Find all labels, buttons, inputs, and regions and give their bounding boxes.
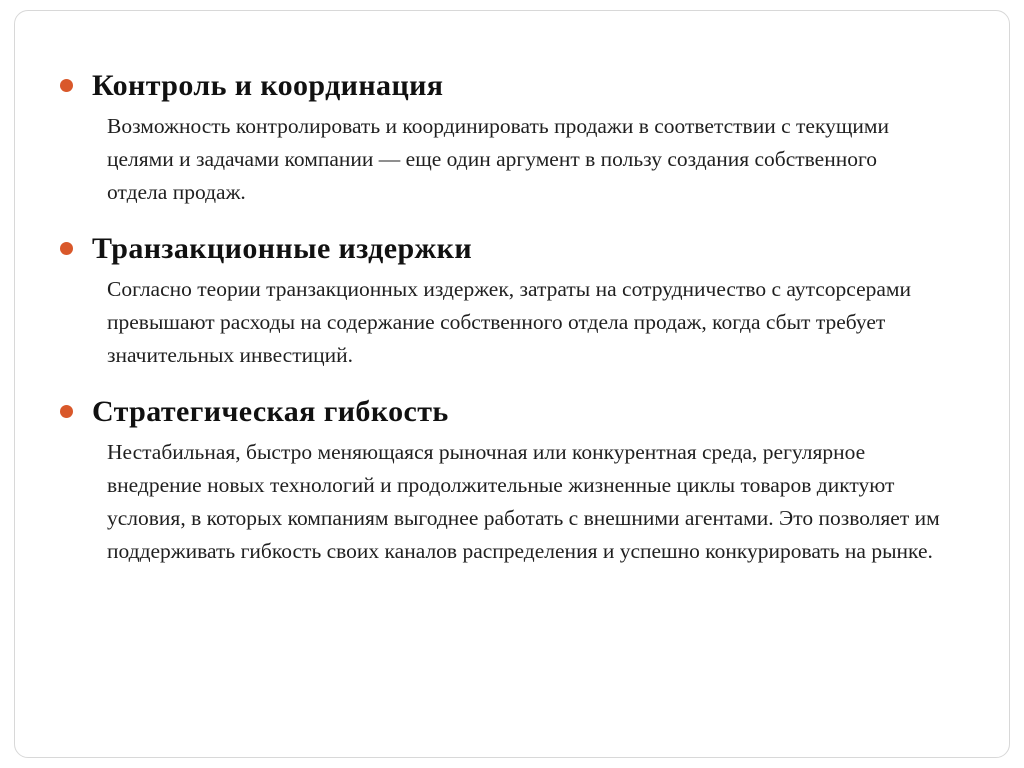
bullet-block-1 bbox=[60, 66, 964, 209]
bullet-body-3: Нестабильная, быстро меняющаяся рыночная или конкурентная среда, регулярное внедрение новых технологий и продолжительные жизненные циклы товаров диктуют условия, в которых компаниям выгоднее работать с внешними агентами. Это позволяет им поддерживать гибкость своих каналов распределения и успешно конкурировать на рынке. bbox=[107, 440, 940, 563]
bullet-dot-icon bbox=[60, 242, 73, 255]
bullet-dot-icon bbox=[60, 79, 73, 92]
slide-content bbox=[60, 66, 964, 574]
bullet-heading-row-1 bbox=[60, 66, 964, 106]
spacer-1 bbox=[60, 215, 964, 229]
bullet-heading-1: Контроль и координация bbox=[92, 69, 444, 102]
bullet-body-1: Возможность контролировать и координировать продажи в соответствии с текущими целями и задачами компании — еще один аргумент в пользу создания собственного отдела продаж. bbox=[107, 114, 890, 204]
bullet-heading-2: Транзакционные издержки bbox=[92, 232, 473, 265]
bullet-heading-row-3 bbox=[60, 392, 964, 432]
bullet-block-2 bbox=[60, 229, 964, 372]
bullet-block-3 bbox=[60, 392, 964, 568]
bullet-heading-row-2 bbox=[60, 229, 964, 269]
bullet-heading-3: Стратегическая гибкость bbox=[92, 395, 449, 428]
spacer-2 bbox=[60, 378, 964, 392]
bullet-body-2: Согласно теории транзакционных издержек, затраты на сотрудничество с аутсорсерами превышают расходы на содержание собственного отдела продаж, когда сбыт требует значительных инвестиций. bbox=[107, 277, 912, 367]
bullet-dot-icon bbox=[60, 405, 73, 418]
